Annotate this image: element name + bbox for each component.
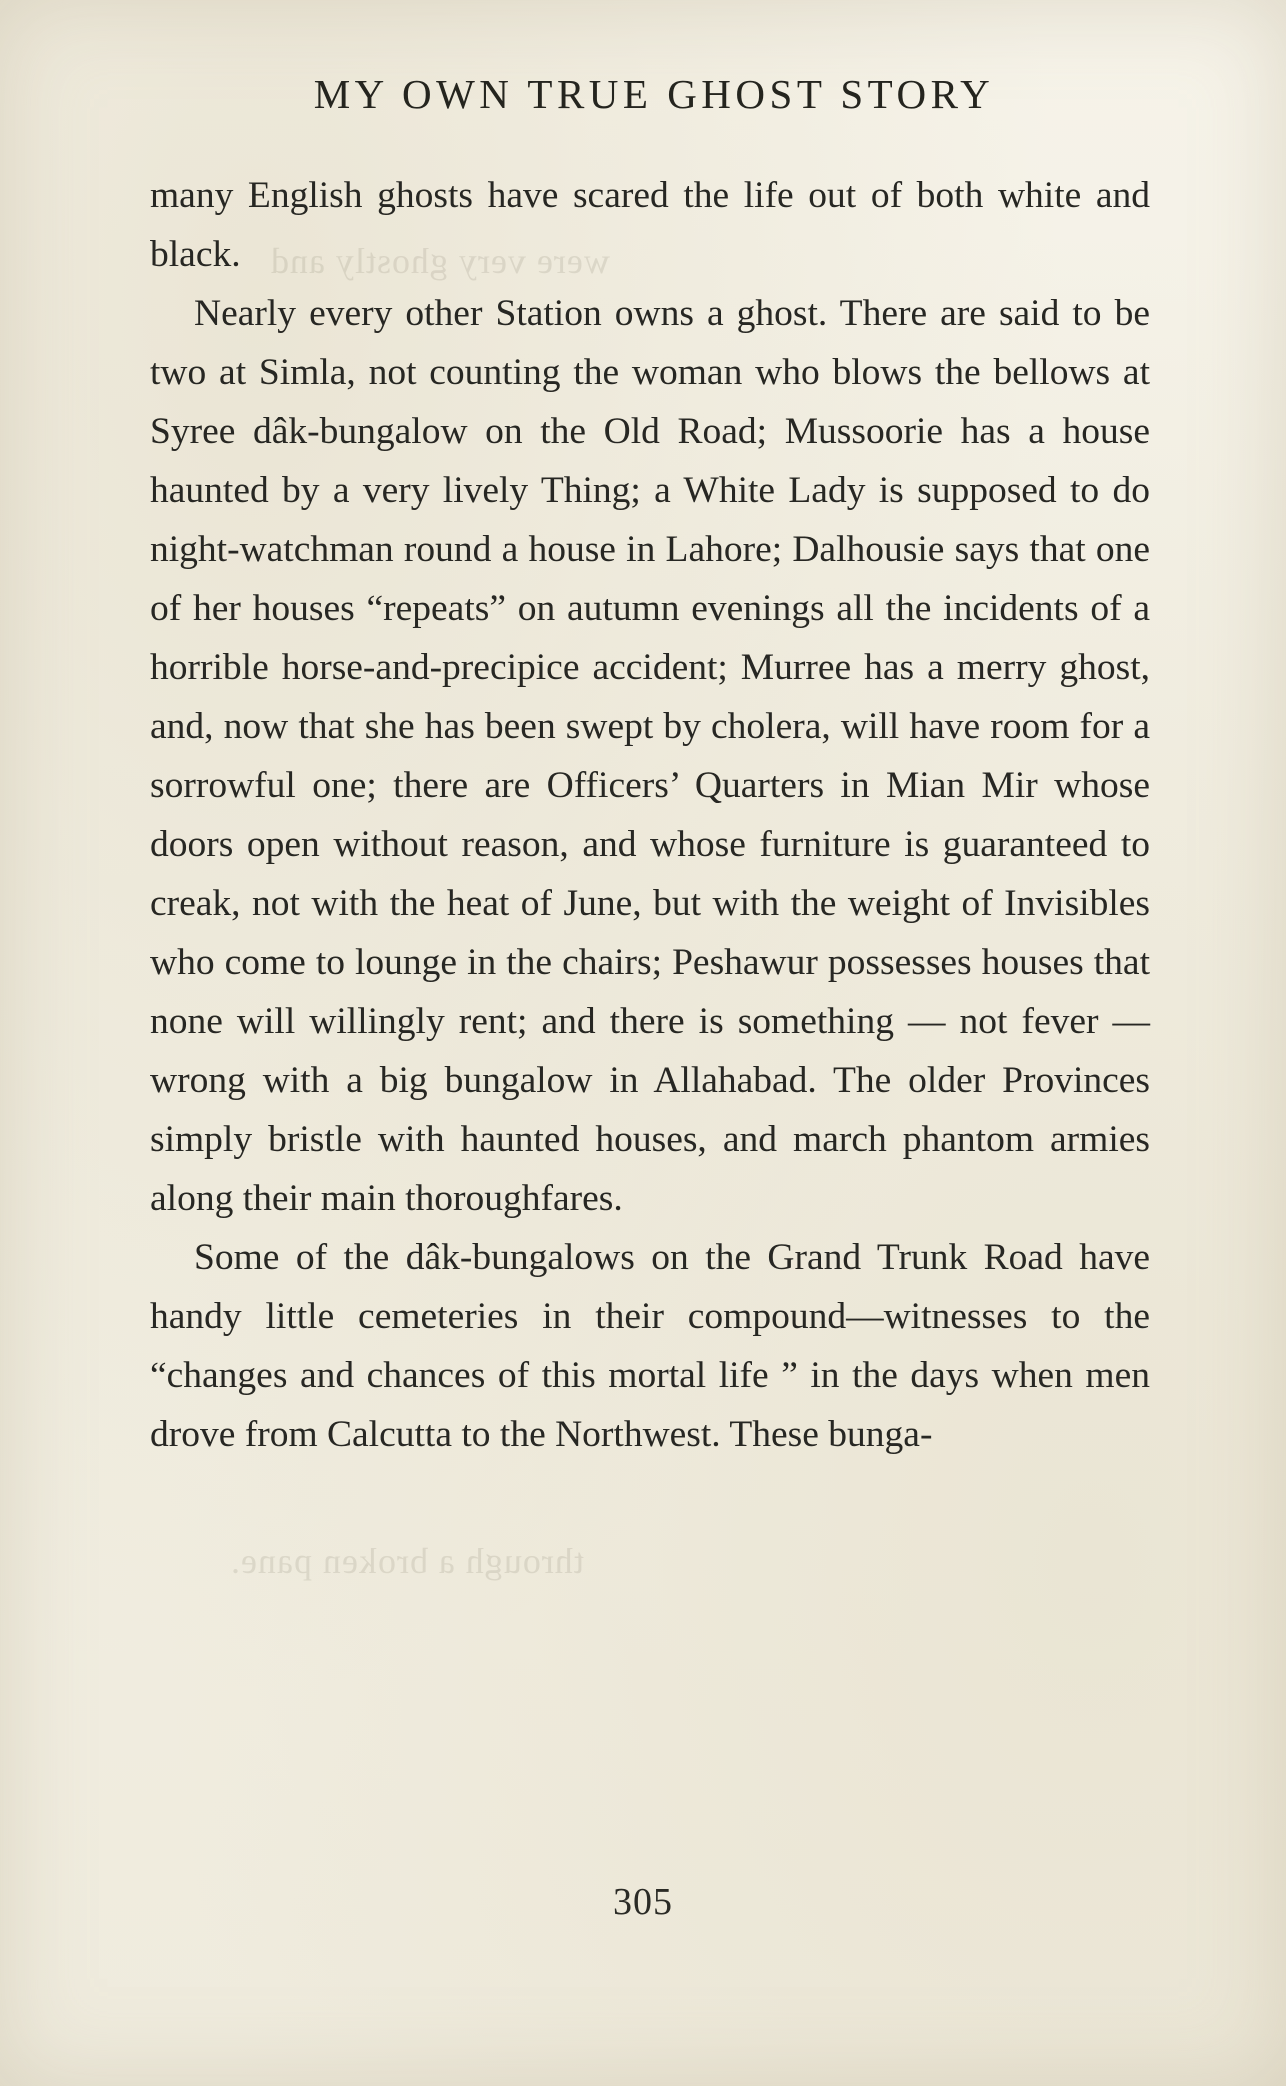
running-head: MY OWN TRUE GHOST STORY	[313, 71, 995, 117]
page-number: 305	[613, 1881, 673, 1923]
showthrough-text-top: were very ghostly and	[270, 241, 610, 281]
paragraph: many English ghosts have scared the life out of both white and black.	[150, 175, 1150, 275]
page-content	[150, 70, 1150, 1464]
body-text	[150, 166, 1150, 1464]
paragraph: Some of the dâk-bungalows on the Grand Trunk Road have handy little cemeteries in their compound—witnesses to the “changes and chances of this mortal life ” in the days when men drove from Calcutta to the Northwest. These bunga-	[150, 1237, 1150, 1455]
paragraph: Nearly every other Station owns a ghost. There are said to be two at Simla, not counting the woman who blows the bellows at Syree dâk-bungalow on the Old Road; Mussoorie has a house haunted by a very lively Thing; a White Lady is supposed to do night-watchman round a house in Lahore; Dalhousie says that one of her houses “repeats” on autumn evenings all the incidents of a horrible horse-and-precipice accident; Murree has a merry ghost, and, now that she has been swept by cholera, will have room for a sorrowful one; there are Officers’ Quarters in Mian Mir whose doors open without reason, and whose furniture is guaranteed to creak, not with the heat of June, but with the weight of Invisibles who come to lounge in the chairs; Peshawur possesses houses that none will willingly rent; and there is something — not fever — wrong with a big bungalow in Allahabad. The older Provinces simply bristle with haunted houses, and march phantom armies along their main thoroughfares.	[150, 293, 1150, 1219]
showthrough-text-bottom: through a broken pane.	[230, 1541, 584, 1581]
